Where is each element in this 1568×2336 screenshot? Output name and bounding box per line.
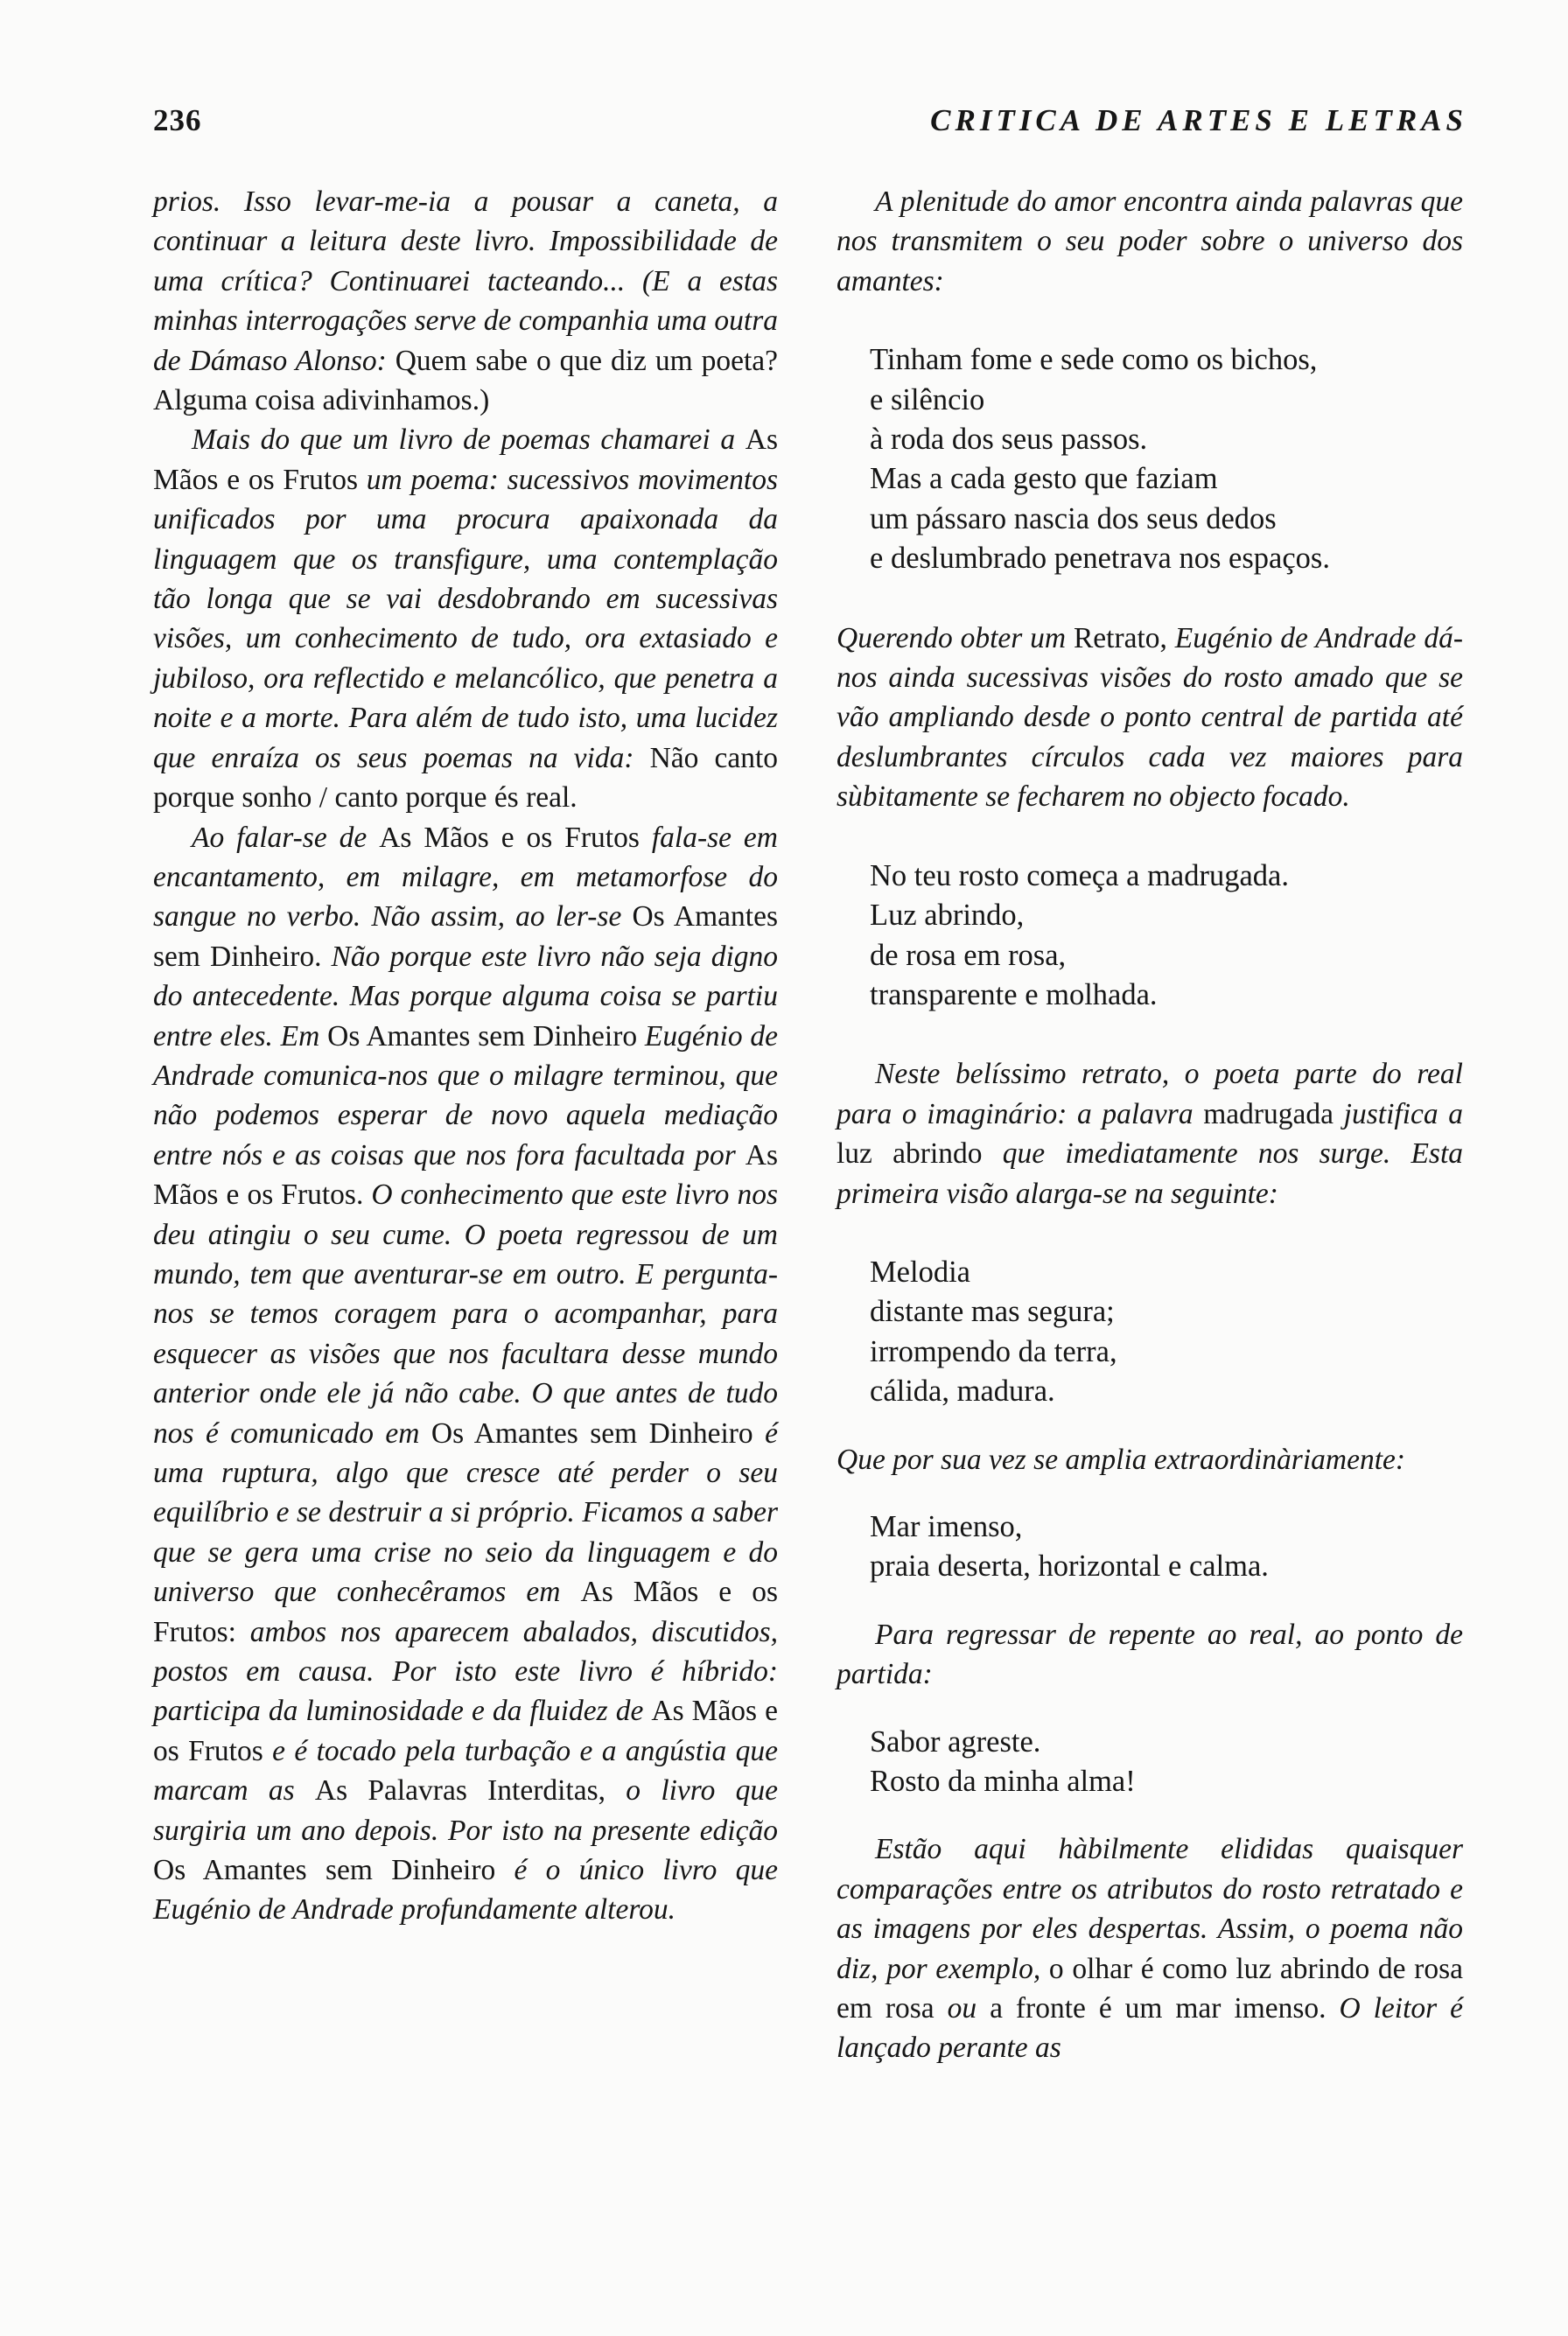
italic-text-run: Neste belíssimo retrato, o poeta parte do real para o imaginário: a palavra	[836, 1058, 1463, 1130]
right-paragraph-3	[836, 1054, 1463, 1213]
title-reference: As Mãos e os Frutos	[379, 821, 640, 854]
right-paragraph-2	[836, 619, 1463, 817]
verse-line: distante mas segura;	[870, 1295, 1115, 1329]
italic-text-run: Não porque este livro não seja digno do antecedente. Mas porque alguma coisa se partiu entre eles. Em	[153, 940, 779, 1053]
verse-line: No teu rosto começa a madrugada.	[870, 858, 1289, 892]
verse-line: à roda dos seus passos.	[870, 423, 1148, 457]
title-reference: o olhar é como luz abrindo de rosa em rosa	[836, 1952, 1463, 2025]
italic-text-run: Ao falar-se de	[192, 821, 380, 854]
verse-line: Sabor agreste.	[870, 1724, 1041, 1759]
italic-text-run: O conhecimento que este livro nos deu atingiu o seu cume. O poeta regressou de um mundo, tem que aventurar-se em outro. E pergunta-nos se temos coragem para o acompanhar, para esquecer as visões que nos facultara desse mundo anterior onde ele já não cabe. O que antes de tudo nos é comunicado em	[153, 1178, 778, 1450]
title-reference: Os Amantes sem Dinheiro.	[153, 900, 779, 973]
left-paragraph-3	[153, 818, 778, 1930]
poem-excerpt-4	[836, 1507, 1463, 1587]
title-reference: Retrato,	[1073, 621, 1167, 654]
italic-text-run: justifica a	[1334, 1097, 1463, 1130]
italic-text-run: prios. Isso levar-me-ia a pousar a caneta, a continuar a leitura deste livro. Impossibilidade de uma crítica? Continuarei tacteando... (E a estas minhas interrogações serve de companhia uma outra de Dámaso Alonso:	[153, 185, 778, 377]
poem-excerpt-2	[836, 857, 1463, 1016]
poem-excerpt-5	[836, 1723, 1463, 1802]
italic-text-run: Eugénio de Andrade comunica-nos que o milagre terminou, que não podemos esperar de novo aquela mediação entre nós e as coisas que nos fora facultada por	[153, 1019, 778, 1171]
verse-line: de rosa em rosa,	[870, 938, 1067, 972]
right-paragraph-6	[836, 1829, 1463, 2067]
title-reference: As Mãos e os Frutos	[153, 1695, 778, 1767]
right-paragraph-4: Que por sua vez se amplia extraordinàriamente:	[836, 1443, 1406, 1476]
title-reference: As Mãos e os Frutos.	[153, 1138, 778, 1212]
verse-line: Rosto da minha alma!	[870, 1765, 1136, 1798]
title-reference: Quem sabe o que diz um poeta? Alguma coisa adivinhamos.)	[153, 344, 778, 417]
italic-text-run: O leitor é lançado perante as	[836, 1992, 1464, 2065]
italic-text-run: Querendo obter um	[836, 621, 1074, 654]
verse-line: Mas a cada gesto que faziam	[870, 462, 1218, 496]
verse-line: praia deserta, horizontal e calma.	[870, 1549, 1269, 1584]
verse-line: um pássaro nascia dos seus dedos	[870, 501, 1277, 535]
right-column	[836, 182, 1463, 2068]
verse-line: e silêncio	[870, 382, 985, 416]
page-number: 236	[153, 103, 202, 137]
left-paragraph-1	[153, 182, 778, 420]
title-reference: As Mãos e os Frutos:	[153, 1576, 779, 1648]
italic-text-run: é o único livro que Eugénio de Andrade profundamente alterou.	[153, 1854, 778, 1927]
verse-line: irrompendo da terra,	[870, 1334, 1117, 1368]
title-reference: luz abrindo	[836, 1137, 983, 1171]
page-header	[153, 103, 1467, 147]
poem-excerpt-3	[836, 1253, 1463, 1412]
left-paragraph-2	[153, 420, 778, 817]
verse-line: Luz abrindo,	[870, 899, 1025, 933]
running-head: CRITICA DE ARTES E LETRAS	[930, 103, 1467, 137]
right-paragraph-5: Para regressar de repente ao real, ao ponto de partida:	[836, 1618, 1463, 1691]
verse-line: cálida, madura.	[870, 1374, 1055, 1409]
verse-line: Tinham fome e sede como os bichos,	[870, 343, 1318, 377]
title-reference: As Palavras Interditas,	[314, 1774, 606, 1808]
left-column	[153, 182, 778, 1930]
title-reference: madrugada	[1203, 1097, 1334, 1130]
italic-text-run: ou	[934, 1992, 990, 2025]
italic-text-run: é uma ruptura, algo que cresce até perder o seu equilíbrio e se destruir a si próprio. Ficamos a saber que se gera uma crise no seio da linguagem e do universo que conhecêramos em	[153, 1416, 778, 1609]
italic-text-run: um poema: sucessivos movimentos unificados por uma procura apaixonada da linguagem que os transfigure, uma contemplação tão longa que se vai desdobrando em sucessivas visões, um conhecimento de tudo, ora extasiado e jubiloso, ora reflectido e melancólico, que penetra a noite e a morte. Para além de tudo isto, uma lucidez que enraíza os seus poemas na vida:	[153, 463, 779, 774]
title-reference: a fronte é um mar imenso.	[990, 1992, 1326, 2025]
italic-text-run: e é tocado pela turbação e a angústia que marcam as	[153, 1734, 778, 1808]
italic-text-run: ambos nos aparecem abalados, discutidos, postos em causa. Por isto este livro é híbrido: participa da luminosidade e da fluidez de	[153, 1615, 778, 1728]
italic-text-run: Estão aqui hàbilmente elididas quaisquer comparações entre os atributos do rosto retratado e as imagens por eles despertas. Assim, o poema não diz, por exemplo,	[836, 1833, 1463, 1985]
poem-excerpt-1	[836, 340, 1463, 578]
title-reference: As Mãos e os Frutos	[153, 423, 778, 496]
title-reference: Os Amantes sem Dinheiro	[430, 1416, 753, 1450]
italic-text-run: que imediatamente nos surge. Esta primeira visão alarga-se na seguinte:	[836, 1137, 1463, 1210]
italic-text-run: o livro que surgiria um ano depois. Por isto na presente edição	[153, 1774, 778, 1847]
title-reference: Os Amantes sem Dinheiro	[327, 1019, 638, 1053]
italic-text-run: Mais do que um livro de poemas chamarei a	[192, 423, 746, 457]
verse-line: transparente e molhada.	[870, 977, 1158, 1011]
title-reference: Não canto porque sonho / canto porque és real.	[153, 741, 778, 815]
italic-text-run: Eugénio de Andrade dá-nos ainda sucessivas visões do rosto amado que se vão ampliando desde o ponto central de partida até deslumbrantes círculos cada vez maiores para sùbitamente se fecharem no objecto focado.	[836, 621, 1463, 814]
verse-line: Mar imenso,	[870, 1509, 1023, 1543]
italic-text-run: fala-se em encantamento, em milagre, em metamorfose do sangue no verbo. Não assim, ao ler-se	[153, 821, 778, 934]
verse-line: e deslumbrado penetrava nos espaços.	[870, 542, 1330, 576]
verse-line: Melodia	[870, 1255, 970, 1289]
title-reference: Os Amantes sem Dinheiro	[153, 1854, 496, 1887]
right-intro-paragraph: A plenitude do amor encontra ainda palavras que nos transmitem o seu poder sobre o universo dos amantes:	[836, 185, 1463, 297]
